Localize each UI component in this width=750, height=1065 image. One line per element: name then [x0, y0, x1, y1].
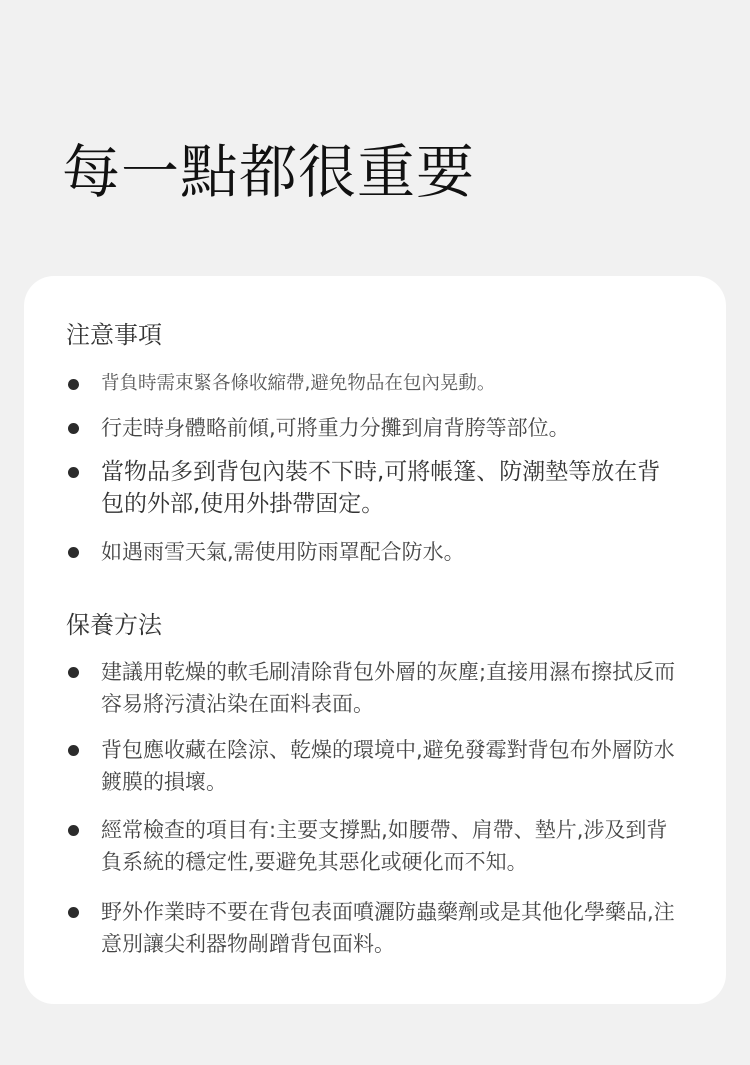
list-item-text: 行走時身體略前傾,可將重力分攤到肩背胯等部位。 — [101, 416, 570, 440]
list-item — [68, 456, 680, 520]
bullet-dot — [68, 467, 79, 478]
list-item-text: 背包應收藏在陰涼、乾燥的環境中,避免發霉對背包布外層防水鍍膜的損壞。 — [101, 738, 675, 794]
list-item — [68, 814, 688, 878]
section-heading-care: 保養方法 — [66, 611, 162, 639]
list-item — [68, 896, 688, 960]
section-heading-notes: 注意事項 — [66, 321, 162, 349]
list-item — [68, 734, 688, 798]
bullet-dot — [68, 907, 79, 918]
list-item — [68, 536, 688, 568]
page-title: 每一點都很重要 — [62, 138, 476, 206]
list-item — [68, 368, 688, 400]
list-item-text: 建議用乾燥的軟毛刷清除背包外層的灰塵;直接用濕布擦拭反而容易將污漬沾染在面料表面。 — [101, 660, 676, 716]
list-item-text: 如遇雨雪天氣,需使用防雨罩配合防水。 — [101, 540, 465, 564]
bullet-dot — [68, 667, 79, 678]
list-item-text: 經常檢查的項目有:主要支撐點,如腰帶、肩帶、墊片,涉及到背負系統的穩定性,要避免其惡化或硬化而不知。 — [101, 818, 668, 874]
bullet-dot — [68, 825, 79, 836]
content-card — [24, 276, 726, 1004]
list-item-text: 野外作業時不要在背包表面噴灑防蟲藥劑或是其他化學藥品,注意別讓尖利器物剮蹭背包面料。 — [101, 900, 675, 956]
list-item-text: 背負時需束緊各條收縮帶,避免物品在包內晃動。 — [101, 373, 496, 394]
bullet-dot — [68, 423, 79, 434]
bullet-dot — [68, 379, 79, 390]
list-item — [68, 656, 688, 720]
bullet-dot — [68, 745, 79, 756]
list-item — [68, 412, 688, 444]
list-item-text: 當物品多到背包內裝不下時,可將帳篷、防潮墊等放在背包的外部,使用外掛帶固定。 — [101, 459, 661, 517]
bullet-dot — [68, 547, 79, 558]
